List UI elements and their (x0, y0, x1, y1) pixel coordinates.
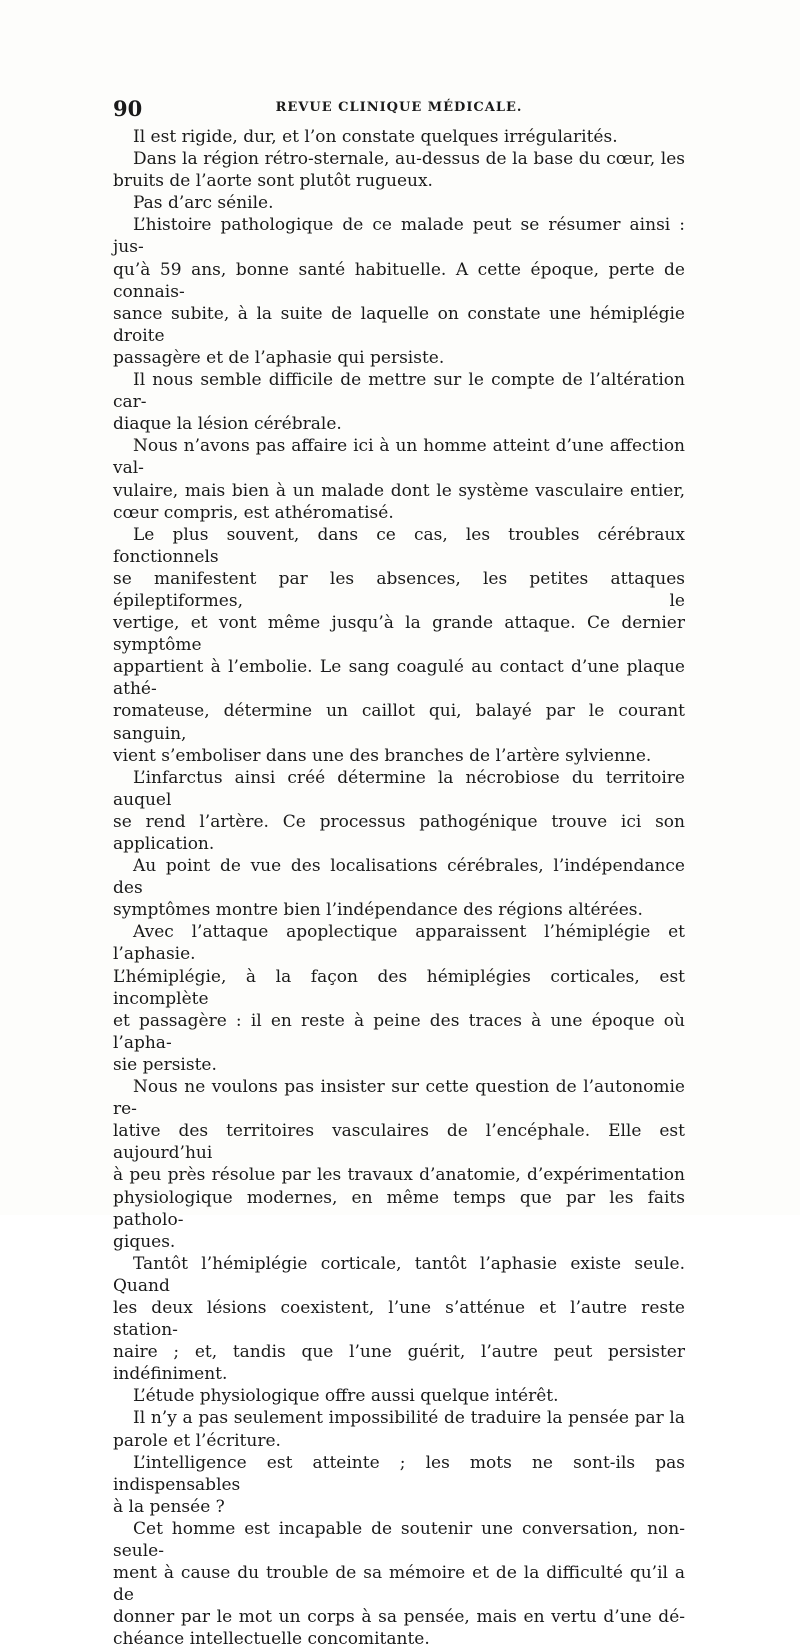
text-line: L’histoire pathologique de ce malade peut se résumer ainsi : jus- (113, 215, 685, 258)
text-line: donner par le mot un corps à sa pensée, mais en vertu d’une dé- (113, 1607, 685, 1628)
text-line: à la pensée ? (113, 1496, 225, 1517)
text-line: naire ; et, tandis que l’une guérit, l’autre peut persister indéfiniment. (113, 1342, 685, 1385)
text-line: passagère et de l’aphasie qui persiste. (113, 347, 445, 368)
text-line: se rend l’artère. Ce processus pathogénique trouve ici son application. (113, 811, 685, 854)
text-line: et passagère : il en reste à peine des traces à une époque où l’apha- (113, 1010, 685, 1053)
body-text (113, 126, 685, 1650)
text-line: sance subite, à la suite de laquelle on constate une hémiplégie droite (113, 303, 685, 346)
text-line: L’hémiplégie, à la façon des hémiplégies corticales, est incomplète (113, 966, 685, 1009)
text-line: Avec l’attaque apoplectique apparaissent l’hémiplégie et l’aphasie. (113, 922, 685, 965)
text-line: à peu près résolue par les travaux d’anatomie, d’expérimentation (113, 1165, 685, 1186)
text-line: diaque la lésion cérébrale. (113, 414, 342, 435)
text-line: bruits de l’aorte sont plutôt rugueux. (113, 171, 433, 192)
text-line: Tantôt l’hémiplégie corticale, tantôt l’aphasie existe seule. Quand (113, 1253, 685, 1296)
text-line: cœur compris, est athéromatisé. (113, 502, 394, 523)
text-line: chéance intellectuelle concomitante. (113, 1629, 430, 1650)
text-line: sie persiste. (113, 1054, 217, 1075)
text-line: Il nous semble difficile de mettre sur le compte de l’altération car- (113, 370, 685, 413)
text-line: romateuse, détermine un caillot qui, balayé par le courant sanguin, (113, 701, 685, 744)
text-line: Il n’y a pas seulement impossibilité de traduire la pensée par la (133, 1408, 685, 1429)
text-line: Pas d’arc sénile. (133, 193, 274, 214)
text-line: Au point de vue des localisations cérébrales, l’indépendance des (113, 856, 685, 899)
text-line: Nous n’avons pas affaire ici à un homme atteint d’une affection val- (113, 436, 685, 479)
text-line: L’étude physiologique offre aussi quelque intérêt. (133, 1386, 559, 1407)
text-line: symptômes montre bien l’indépendance des régions altérées. (113, 900, 643, 921)
text-line: physiologique modernes, en même temps que par les faits patholo- (113, 1187, 685, 1230)
text-line: Nous ne voulons pas insister sur cette question de l’autonomie re- (113, 1077, 685, 1120)
page-number: 90 (113, 96, 143, 121)
journal-title: REVUE CLINIQUE MÉDICALE. (275, 100, 523, 115)
text-line: ment à cause du trouble de sa mémoire et de la difficulté qu’il a de (113, 1563, 685, 1606)
text-line: Le plus souvent, dans ce cas, les troubles cérébraux fonctionnels (113, 524, 685, 567)
text-line: se manifestent par les absences, les petites attaques épileptiformes, le (113, 568, 685, 611)
text-line: Il est rigide, dur, et l’on constate quelques irrégularités. (133, 127, 618, 147)
text-line: L’intelligence est atteinte ; les mots ne sont-ils pas indispensables (113, 1452, 685, 1495)
text-line: lative des territoires vasculaires de l’encéphale. Elle est aujourd’hui (113, 1121, 685, 1164)
running-head (113, 96, 685, 122)
text-line: appartient à l’embolie. Le sang coagulé au contact d’une plaque athé- (113, 657, 685, 700)
text-line: Dans la région rétro-sternale, au-dessus de la base du cœur, les (133, 149, 685, 170)
text-line: vient s’emboliser dans une des branches de l’artère sylvienne. (113, 745, 652, 766)
text-line: parole et l’écriture. (113, 1430, 281, 1451)
text-line: L’infarctus ainsi créé détermine la nécrobiose du territoire auquel (113, 767, 685, 810)
text-line: giques. (113, 1231, 176, 1252)
text-line: vulaire, mais bien à un malade dont le système vasculaire entier, (113, 480, 685, 501)
text-line: Cet homme est incapable de soutenir une conversation, non-seule- (113, 1518, 685, 1561)
text-line: les deux lésions coexistent, l’une s’atténue et l’autre reste station- (113, 1297, 685, 1341)
text-line: vertige, et vont même jusqu’à la grande attaque. Ce dernier symptôme (113, 613, 685, 656)
text-line: qu’à 59 ans, bonne santé habituelle. A cette époque, perte de connais- (113, 259, 685, 302)
